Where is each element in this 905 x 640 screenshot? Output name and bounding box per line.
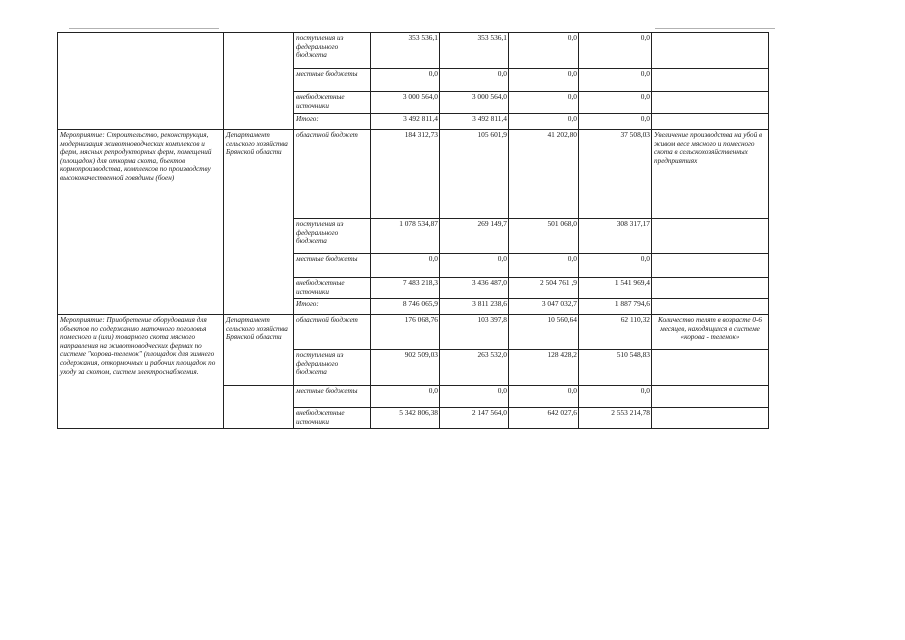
year1-cell: 0,0	[440, 386, 509, 408]
year1-cell: 105 601,9	[440, 130, 509, 219]
funding-source-cell: областной бюджет	[294, 130, 371, 219]
year2-cell: 0,0	[509, 386, 579, 408]
year1-cell: 0,0	[440, 69, 509, 92]
funding-source-cell: Итого:	[294, 299, 371, 315]
funding-source-cell: внебюджетные источники	[294, 92, 371, 114]
budget-table	[57, 32, 769, 429]
funding-source-cell: областной бюджет	[294, 315, 371, 350]
table-row	[58, 315, 769, 350]
total-cell: 176 068,76	[371, 315, 440, 350]
year2-cell: 0,0	[509, 254, 579, 278]
year1-cell: 269 149,7	[440, 219, 509, 254]
year3-cell: 0,0	[579, 254, 652, 278]
funding-source-cell: Итого:	[294, 114, 371, 130]
year2-cell: 10 560,64	[509, 315, 579, 350]
funding-source-cell: местные бюджеты	[294, 254, 371, 278]
year3-cell: 0,0	[579, 92, 652, 114]
year3-cell: 37 508,03	[579, 130, 652, 219]
result-cell: Количество телят в возрасте 0-6 месяцев, находящихся в системе «корова - теленок»	[652, 315, 769, 350]
year1-cell: 353 536,1	[440, 33, 509, 69]
year1-cell: 3 436 487,0	[440, 278, 509, 299]
year3-cell: 510 548,83	[579, 350, 652, 386]
year1-cell: 3 000 564,0	[440, 92, 509, 114]
funding-source-cell: местные бюджеты	[294, 386, 371, 408]
total-cell: 3 492 811,4	[371, 114, 440, 130]
year2-cell: 501 068,0	[509, 219, 579, 254]
result-cell: Увеличение производства на убой в живом весе мясного и помесного скота в сельскохозяйственных предприятиях	[652, 130, 769, 219]
year2-cell: 41 202,80	[509, 130, 579, 219]
scan-artifact-line	[69, 28, 219, 29]
total-cell: 0,0	[371, 69, 440, 92]
total-cell: 184 312,73	[371, 130, 440, 219]
result-cell	[652, 33, 769, 69]
event-cell	[58, 33, 224, 130]
funding-source-cell: внебюджетные источники	[294, 278, 371, 299]
event-cell: Мероприятие: Строительство, реконструкция, модернизация животноводческих комплексов и ферм, мясных репродукторных ферм, помещений (площадок) для откорма скота, бъектов кормопроизводства, комплексов по производству высококачественной говядины (боен)	[58, 130, 224, 315]
event-cell: Мероприятие: Приобретение оборудования для объектов по содержанию маточного поголовья помесного и (или) товарного скота мясного направления на животноводческих фермах по системе "корова-теленок" (площадок для зимнего содержания, откормочных и рабочих площадок по уходу за скотом, систем электроснабжения.	[58, 315, 224, 429]
year2-cell: 0,0	[509, 33, 579, 69]
result-cell	[652, 219, 769, 254]
year3-cell: 1 541 969,4	[579, 278, 652, 299]
year3-cell: 2 553 214,78	[579, 408, 652, 429]
year2-cell: 0,0	[509, 92, 579, 114]
year3-cell: 0,0	[579, 386, 652, 408]
year3-cell: 0,0	[579, 114, 652, 130]
executor-cell	[224, 33, 294, 130]
year1-cell: 3 492 811,4	[440, 114, 509, 130]
result-cell	[652, 254, 769, 278]
year3-cell: 0,0	[579, 33, 652, 69]
table-row	[58, 130, 769, 219]
year1-cell: 263 532,0	[440, 350, 509, 386]
total-cell: 8 746 065,9	[371, 299, 440, 315]
year2-cell: 2 504 761 ,9	[509, 278, 579, 299]
year2-cell: 642 027,6	[509, 408, 579, 429]
funding-source-cell: поступления из федерального бюджета	[294, 219, 371, 254]
result-cell	[652, 69, 769, 92]
year1-cell: 103 397,8	[440, 315, 509, 350]
year2-cell: 0,0	[509, 69, 579, 92]
executor-cell-empty	[224, 386, 294, 429]
result-cell	[652, 386, 769, 408]
result-cell	[652, 350, 769, 386]
total-cell: 3 000 564,0	[371, 92, 440, 114]
funding-source-cell: внебюджетные источники	[294, 408, 371, 429]
year3-cell: 0,0	[579, 69, 652, 92]
funding-source-cell: поступления из федерального бюджета	[294, 33, 371, 69]
total-cell: 5 342 806,38	[371, 408, 440, 429]
year1-cell: 0,0	[440, 254, 509, 278]
year1-cell: 3 811 238,6	[440, 299, 509, 315]
funding-source-cell: местные бюджеты	[294, 69, 371, 92]
year3-cell: 308 317,17	[579, 219, 652, 254]
result-cell	[652, 299, 769, 315]
executor-cell: Департамент сельского хозяйства Брянской области	[224, 315, 294, 386]
result-cell	[652, 278, 769, 299]
result-cell	[652, 408, 769, 429]
total-cell: 902 509,03	[371, 350, 440, 386]
total-cell: 7 483 218,3	[371, 278, 440, 299]
year2-cell: 128 428,2	[509, 350, 579, 386]
total-cell: 1 078 534,87	[371, 219, 440, 254]
year3-cell: 1 887 794,6	[579, 299, 652, 315]
total-cell: 0,0	[371, 386, 440, 408]
result-cell	[652, 114, 769, 130]
result-cell	[652, 92, 769, 114]
executor-cell: Департамент сельского хозяйства Брянской области	[224, 130, 294, 315]
year3-cell: 62 110,32	[579, 315, 652, 350]
table-row	[58, 33, 769, 69]
total-cell: 353 536,1	[371, 33, 440, 69]
year1-cell: 2 147 564,0	[440, 408, 509, 429]
scan-artifact-line	[655, 28, 775, 29]
year2-cell: 3 047 032,7	[509, 299, 579, 315]
funding-source-cell: поступления из федерального бюджета	[294, 350, 371, 386]
year2-cell: 0,0	[509, 114, 579, 130]
total-cell: 0,0	[371, 254, 440, 278]
document-page	[57, 32, 769, 429]
